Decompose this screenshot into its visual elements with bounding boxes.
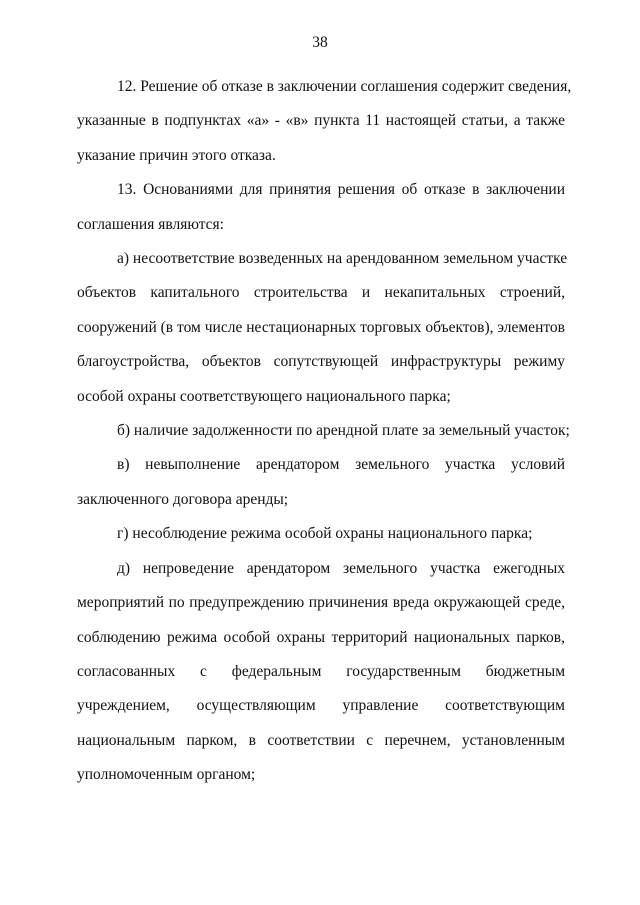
subitem-v: [77, 448, 565, 517]
paragraph-12: [77, 70, 572, 173]
subitem-a: [77, 242, 568, 414]
paragraph-line: особой охраны соответствующего национального парка;: [77, 387, 451, 405]
paragraph-line: заключенного договора аренды;: [77, 490, 289, 508]
paragraph-line: г) несоблюдение режима особой охраны национального парка;: [117, 525, 533, 543]
subitem-g: [77, 517, 565, 551]
paragraph-line: а) несоответствие возведенных на арендованном земельном участке: [117, 250, 568, 268]
page-number: 38: [312, 34, 328, 51]
subitem-d: [77, 552, 565, 793]
paragraph-line: в) невыполнение арендатором земельного участка условий: [117, 456, 565, 474]
paragraph-line: 13. Основаниями для принятия решения об отказе в заключении: [117, 181, 565, 199]
paragraph-line: б) наличие задолженности по арендной плате за земельный участок;: [117, 422, 570, 440]
paragraph-line: д) непроведение арендатором земельного участка ежегодных: [117, 559, 565, 577]
paragraph-line: сооружений (в том числе нестационарных торговых объектов), элементов: [77, 318, 565, 336]
paragraph-line: уполномоченным органом;: [77, 766, 256, 784]
paragraph-line: национальным парком, в соответствии с перечнем, установленным: [77, 731, 565, 749]
paragraph-13: [77, 173, 565, 242]
paragraph-line: соблюдению режима особой охраны территорий национальных парков,: [77, 628, 565, 646]
paragraph-line: указанные в подпунктах «а» - «в» пункта 11 настоящей статьи, а также: [77, 112, 565, 130]
paragraph-line: благоустройства, объектов сопутствующей инфраструктуры режиму: [77, 353, 565, 371]
paragraph-line: согласованных с федеральным государственным бюджетным: [77, 662, 565, 680]
document-body: [77, 70, 572, 793]
subitem-b: [77, 414, 570, 448]
paragraph-line: соглашения являются:: [77, 215, 224, 233]
paragraph-line: учреждением, осуществляющим управление соответствующим: [77, 697, 565, 715]
paragraph-line: 12. Решение об отказе в заключении соглашения содержит сведения,: [117, 78, 572, 95]
paragraph-line: указание причин этого отказа.: [77, 146, 276, 164]
paragraph-line: мероприятий по предупреждению причинения вреда окружающей среде,: [77, 594, 565, 612]
paragraph-line: объектов капитального строительства и некапитальных строений,: [77, 284, 565, 302]
